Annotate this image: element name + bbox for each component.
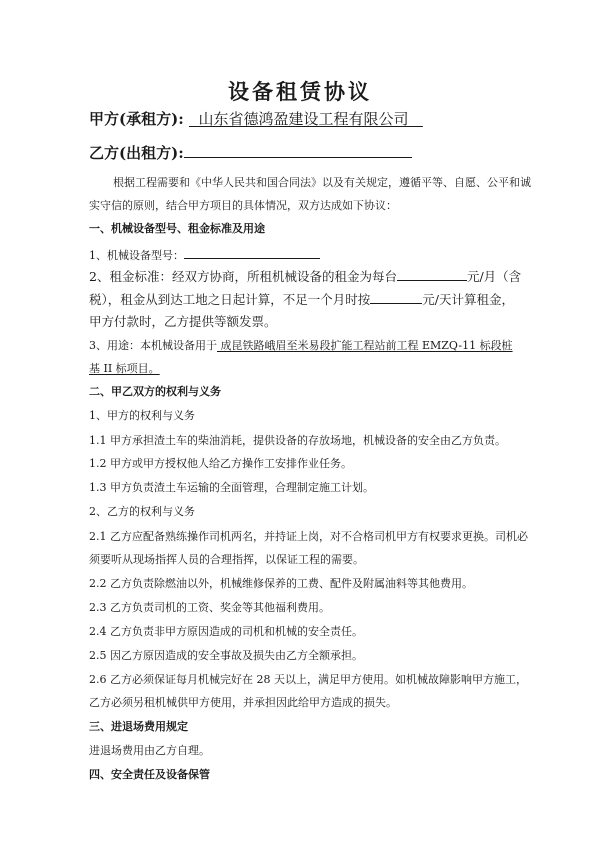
rent-standard-line-1: 2、租金标准：经双方协商，所租机械设备的租金为每台 元/月（含 xyxy=(89,269,522,284)
clause-2-4: 2.4 乙方负责非甲方原因造成的司机和机械的安全责任。 xyxy=(89,625,363,638)
clause-1-3: 1.3 甲方负责渣土车运输的全面管理，合理制定施工计划。 xyxy=(89,481,374,494)
clause-2-2: 2.2 乙方负责除燃油以外，机械维修保养的工费、配件及附属油料等其他费用。 xyxy=(89,577,473,590)
clause-2-3: 2.3 乙方负责司机的工资、奖金等其他福利费用。 xyxy=(89,601,330,614)
equipment-model-line xyxy=(89,246,320,263)
section-1-heading: 一、机械设备型号、租金标准及用途 xyxy=(89,222,265,235)
section-3-body: 进退场费用由乙方自理。 xyxy=(89,744,210,757)
party-b-label: 乙方(出租方): xyxy=(89,144,184,162)
rent-standard-line-3: 甲方付款时，乙方提供等额发票。 xyxy=(89,314,277,329)
rent-standard-line-2: 税），租金从到达工地之日起计算，不足一个月时按 元/天计算租金， xyxy=(89,292,514,307)
document-title: 设备租赁协议 xyxy=(228,79,372,104)
party-b-blank xyxy=(184,145,412,158)
party-a-rights-heading: 1、甲方的权利与义务 xyxy=(89,409,195,422)
purpose-line-1 xyxy=(89,339,513,353)
party-a-line xyxy=(89,109,423,129)
preamble-line-1: 根据工程需要和《中华人民共和国合同法》以及有关规定，遵循平等、自愿、公平和诚 xyxy=(113,176,531,189)
clause-1-2: 1.2 甲方或甲方授权他人给乙方操作工安排作业任务。 xyxy=(89,457,352,470)
purpose-line-2: 基 II 标项目。 xyxy=(89,362,160,375)
project-name: 成昆铁路峨眉至米易段扩能工程站前工程 EMZQ-11 标段桩 xyxy=(220,339,513,352)
clause-1-1: 1.1 甲方承担渣土车的柴油消耗，提供设备的存放场地，机械设备的安全由乙方负责。 xyxy=(89,434,506,447)
clause-2-6-line-2: 乙方必须另租机械供甲方使用，并承担因此给甲方造成的损失。 xyxy=(89,696,397,709)
section-3-heading: 三、进退场费用规定 xyxy=(89,720,188,733)
party-b-rights-heading: 2、乙方的权利与义务 xyxy=(89,505,195,518)
section-4-heading: 四、安全责任及设备保管 xyxy=(89,768,210,781)
clause-2-6-line-1: 2.6 乙方必须保证每月机械完好在 28 天以上，满足甲方使用。如机械故障影响甲方施工， xyxy=(89,673,527,686)
clause-2-1-line-1: 2.1 乙方应配备熟练操作司机两名，并持证上岗，对不合格司机甲方有权要求更换。司机必 xyxy=(89,530,528,543)
monthly-rent-blank xyxy=(397,268,467,281)
preamble-line-2: 实守信的原则，结合甲方项目的具体情况，双方达成如下协议： xyxy=(89,199,397,212)
party-a-label: 甲方(承租方): xyxy=(89,110,184,128)
party-a-value: 山东省德鸿盈建设工程有限公司 xyxy=(198,110,409,128)
clause-2-5: 2.5 因乙方原因造成的安全事故及损失由乙方全额承担。 xyxy=(89,649,363,662)
party-b-line xyxy=(89,143,412,163)
purpose-label: 3、用途：本机械设备用于 xyxy=(89,339,217,352)
equipment-model-blank xyxy=(184,246,320,259)
daily-rent-blank xyxy=(370,291,422,304)
section-2-heading: 二、甲乙双方的权利与义务 xyxy=(89,385,221,398)
clause-2-1-line-2: 须要听从现场指挥人员的合理指挥，以保证工程的需要。 xyxy=(89,553,364,566)
equipment-model-label: 1、机械设备型号： xyxy=(89,249,184,262)
